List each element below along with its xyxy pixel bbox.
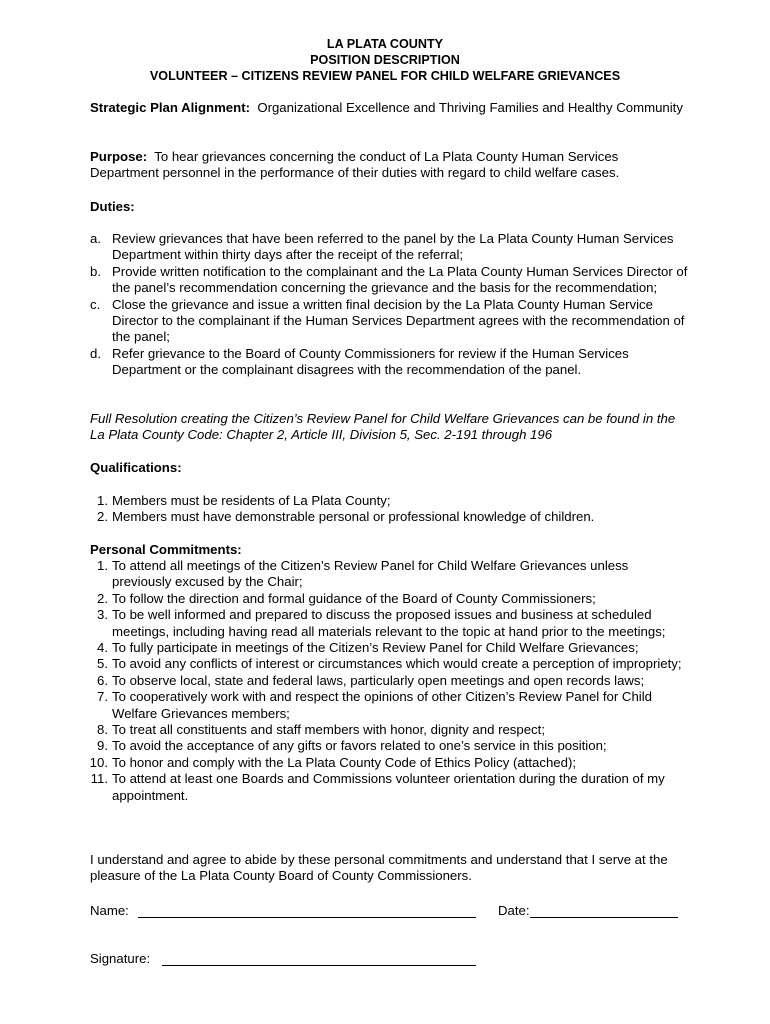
signature-field[interactable]	[162, 951, 476, 966]
list-item	[90, 771, 690, 804]
list-marker: 1.	[97, 493, 108, 508]
list-item-text: Review grievances that have been referred to the panel by the La Plata County Human Services Department within thirty days after the receipt of the referral;	[112, 231, 674, 263]
date-field[interactable]	[530, 903, 678, 918]
list-item-text: To follow the direction and formal guidance of the Board of County Commissioners;	[112, 590, 596, 606]
list-item-text: Provide written notification to the complainant and the La Plata County Human Services Director of the panel’s recommendation concerning the grievance and the basis for the recommendation;	[112, 263, 688, 296]
list-item	[90, 607, 690, 640]
list-item	[90, 231, 690, 264]
list-item-text: To honor and comply with the La Plata County Code of Ethics Policy (attached);	[112, 754, 577, 770]
list-item-text: To be well informed and prepared to discuss the proposed issues and business at scheduled meetings, including having read all materials relevant to the topic at hand prior to the meetings;	[112, 607, 666, 639]
commitments-heading: Personal Commitments:	[90, 542, 242, 557]
date-label: Date:	[498, 903, 530, 918]
list-marker: 1.	[97, 558, 108, 573]
list-marker: b.	[90, 263, 101, 279]
list-item	[90, 346, 690, 379]
list-marker: 5.	[97, 656, 108, 672]
list-marker: 8.	[97, 722, 108, 738]
list-item-text: To avoid the acceptance of any gifts or favors related to one’s service in this position;	[112, 738, 607, 754]
strategic-plan-text: Organizational Excellence and Thriving Families and Healthy Community	[257, 100, 683, 115]
list-item-text: Close the grievance and issue a written final decision by the La Plata County Human Service Director to the complainant if the Human Services Department agrees with the recommendation of the panel;	[112, 296, 685, 345]
list-marker: 3.	[97, 607, 108, 623]
list-item-text: To attend at least one Boards and Commissions volunteer orientation during the duration of my appointment.	[112, 771, 665, 803]
position-title: VOLUNTEER – CITIZENS REVIEW PANEL FOR CHILD WELFARE GRIEVANCES	[149, 69, 621, 83]
list-item-text: Members must have demonstrable personal or professional knowledge of children.	[112, 509, 595, 525]
list-item	[90, 264, 690, 297]
strategic-plan-paragraph	[90, 100, 690, 116]
list-item	[90, 297, 690, 346]
list-marker: 10.	[89, 754, 108, 770]
list-item-text: Members must be residents of La Plata County;	[112, 493, 391, 508]
purpose-paragraph	[90, 149, 690, 182]
list-item	[90, 738, 690, 754]
list-item-text: To avoid any conflicts of interest or circumstances which would create a perception of impropriety;	[112, 656, 682, 672]
strategic-plan-label: Strategic Plan Alignment:	[90, 100, 250, 115]
list-marker: 2.	[97, 590, 108, 606]
list-item	[90, 640, 690, 656]
list-item	[90, 673, 690, 689]
list-marker: 2.	[97, 509, 108, 525]
list-marker: 4.	[97, 640, 108, 656]
list-marker: a.	[90, 231, 101, 246]
list-marker: 9.	[97, 738, 108, 754]
purpose-label: Purpose:	[90, 149, 148, 164]
signature-row	[90, 951, 690, 967]
list-item	[90, 558, 690, 591]
duties-list	[90, 231, 690, 379]
resolution-note: Full Resolution creating the Citizen’s Review Panel for Child Welfare Grievances can be found in the La Plata County Code: Chapter 2, Article III, Division 5, Sec. 2-191 through 196	[90, 411, 676, 443]
list-item-text: To fully participate in meetings of the Citizen’s Review Panel for Child Welfare Grievances;	[112, 640, 639, 656]
county-title: LA PLATA COUNTY	[326, 37, 444, 51]
agreement-paragraph: I understand and agree to abide by these personal commitments and understand that I serve at the pleasure of the La Plata County Board of County Commissioners.	[90, 852, 668, 884]
commitments-list	[90, 558, 690, 804]
duties-heading: Duties:	[90, 199, 135, 214]
list-item	[90, 722, 690, 738]
list-item-text: To cooperatively work with and respect the opinions of other Citizen’s Review Panel for Child Welfare Grievances members;	[112, 689, 652, 721]
list-item	[90, 591, 690, 607]
list-item	[90, 656, 690, 672]
name-field[interactable]	[138, 903, 476, 918]
list-marker: 6.	[97, 672, 108, 688]
qualifications-heading: Qualifications:	[90, 460, 182, 475]
list-marker: 11.	[90, 771, 108, 787]
doc-type-title: POSITION DESCRIPTION	[310, 53, 460, 67]
name-label: Name:	[90, 903, 129, 918]
list-marker: d.	[90, 345, 101, 361]
list-item-text: To observe local, state and federal laws, particularly open meetings and open records laws;	[112, 672, 645, 688]
purpose-text: To hear grievances concerning the conduct of La Plata County Human Services Department personnel in the performance of their duties with regard to child welfare cases.	[90, 149, 620, 181]
qualifications-list	[90, 493, 690, 526]
signature-label: Signature:	[90, 951, 151, 966]
list-item-text: Refer grievance to the Board of County Commissioners for review if the Human Services Department or the complainant disagrees with the recommendation of the panel.	[112, 345, 629, 378]
list-item	[90, 493, 690, 509]
list-marker: c.	[90, 296, 101, 312]
name-date-row	[90, 903, 690, 919]
list-marker: 7.	[97, 689, 108, 705]
list-item	[90, 755, 690, 771]
list-item-text: To treat all constituents and staff members with honor, dignity and respect;	[112, 722, 545, 738]
list-item	[90, 509, 690, 525]
list-item	[90, 689, 690, 722]
list-item-text: To attend all meetings of the Citizen’s Review Panel for Child Welfare Grievances unless previously excused by the Chair;	[112, 558, 629, 590]
